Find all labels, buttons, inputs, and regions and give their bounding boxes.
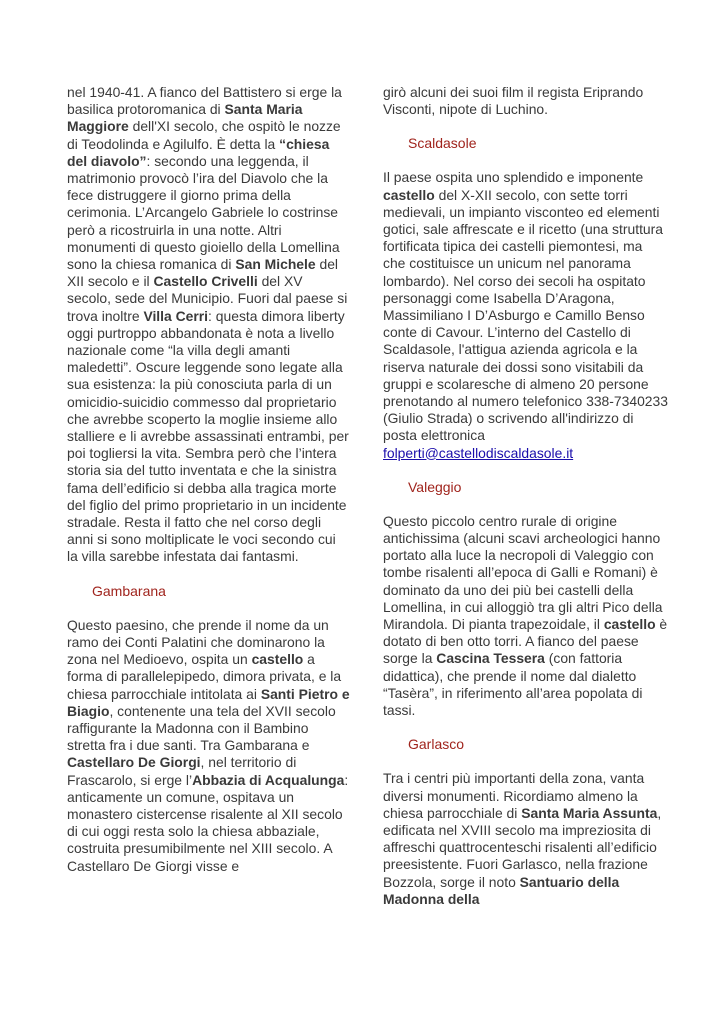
text-run: : questa dimora liberty oggi purtroppo abbandonata è nota a livello nazionale come “la villa degli amanti maledetti”. Oscure leggende sono legate alla sua esistenza: la più conosciuta parla di un omicidio-suicidio commesso dal proprietario che avrebbe scoperto la moglie insieme allo stalliere e li avrebbe assassinati entrambi, per poi togliersi la vita. Sembra però che l’intera storia sia del tutto inventata e che la sinistra fama dell’edificio si debba alla tragica morte del figlio del primo proprietario in un incidente stradale. Resta il fatto che nel corso degli anni si sono moltiplicate le voci secondo cui la villa sarebbe infestata dai fantasmi. bbox=[67, 307, 349, 565]
text-run: (con fattoria didattica), che prende il nome dal dialetto “Tasèra”, in riferimento all’area popolata di tassi. bbox=[383, 650, 643, 719]
paragraph-gambarana bbox=[67, 617, 350, 875]
text-run: a forma di parallelepipedo, dimora privata, e la chiesa parrocchiale intitolata ai bbox=[67, 651, 342, 702]
bold-term: Santa Maria Assunta bbox=[521, 804, 658, 821]
text-run: Questo piccolo centro rurale di origine antichissima (alcuni scavi archeologici hanno portato alla luce la necropoli di Valeggio con tombe risalenti all’epoca di Galli e Romani) è dominato da uno dei più bei castelli della Lomellina, in cui alloggiò tra gli altri Pico della Mirandola. Di pianta trapezoidale, il bbox=[383, 512, 663, 633]
text-run: del XV secolo, sede del Municipio. Fuori dal paese si trova inoltre bbox=[67, 273, 348, 324]
text-run: : secondo una leggenda, il matrimonio provocò l’ira del Diavolo che la fece distruggere il giorno prima della cerimonia. L’Arcangelo Gabriele lo costrinse però a ricostruirla in una notte. Altri monumenti di questo gioiello della Lomellina sono la chiesa romanica di bbox=[67, 152, 340, 273]
text-run: girò alcuni dei suoi film il regista Eriprando Visconti, nipote di Luchino. bbox=[383, 84, 644, 118]
bold-term: Villa Cerri bbox=[143, 307, 209, 324]
bold-term: Santa Maria Maggiore bbox=[67, 101, 303, 135]
bold-term: “chiesa del diavolo” bbox=[67, 135, 330, 169]
bold-term: San Michele bbox=[235, 256, 316, 273]
text-run: nel 1940-41. A fianco del Battistero si erge la basilica protoromanica di bbox=[67, 84, 342, 118]
heading-scaldasole: Scaldasole bbox=[408, 135, 477, 152]
text-run: Questo paesino, che prende il nome da un ramo dei Conti Palatini che dominarono la zona nel Medioevo, ospita un bbox=[67, 616, 329, 668]
text-run: del XII secolo e il bbox=[67, 256, 339, 290]
left-column bbox=[67, 84, 350, 875]
bold-term: Abbazia di Acqualunga bbox=[192, 771, 345, 788]
heading-gambarana: Gambarana bbox=[92, 582, 166, 599]
bold-term: castello bbox=[383, 186, 435, 203]
bold-term: castello bbox=[251, 651, 304, 668]
text-run: è dotato di ben otto torri. A fianco del paese sorge la bbox=[383, 616, 668, 667]
paragraph-visconti bbox=[383, 84, 668, 118]
text-run: : anticamente un comune, ospitava un monastero cistercense risalente al XII secolo di cui oggi resta solo la chiesa abbaziale, costruita presumibilmente nel XIII secolo. A Castellaro De Giorgi visse e bbox=[67, 771, 349, 874]
text-run: del X-XII secolo, con sette torri medievali, un impianto visconteo ed elementi gotici, sale affrescate e il ricetto (una struttura fortificata tipica dei castelli piemontesi, ma che costituisce un unicum nel panorama lombardo). Nel corso dei secoli ha ospitato personaggi come Isabella D’Aragona, Massimiliano I D’Asburgo e Camillo Benso conte di Cavour. L’interno del Castello di Scaldasole, l'attigua azienda agricola e la riserva naturale dei dossi sono visitabili da gruppi e scolaresche di almeno 20 persone prenotando al numero telefonico 338-7340233 (Giulio Strada) o scrivendo all'indirizzo di posta elettronica bbox=[383, 186, 668, 444]
email-link[interactable]: folperti@castellodiscaldasole.it bbox=[383, 444, 574, 461]
heading-valeggio: Valeggio bbox=[408, 478, 462, 495]
paragraph-villa-cerri bbox=[67, 84, 350, 566]
text-run: , edificata nel XVIII secolo ma impreziosita di affreschi quattrocenteschi risalenti all’edificio preesistente. Fuori Garlasco, nella frazione Bozzola, sorge il noto bbox=[383, 804, 662, 890]
text-run: , contenente una tela del XVII secolo raffigurante la Madonna con il Bambino stretta fra i due santi. Tra Gambarana e bbox=[67, 702, 336, 754]
paragraph-valeggio bbox=[383, 513, 668, 719]
bold-term: castello bbox=[603, 616, 656, 633]
scaldasole-text bbox=[383, 169, 668, 443]
bold-term: Castellaro De Giorgi bbox=[67, 754, 201, 771]
bold-term: Cascina Tessera bbox=[436, 650, 545, 667]
bold-term: Santuario della Madonna della bbox=[383, 873, 620, 907]
paragraph-garlasco bbox=[383, 770, 668, 908]
text-run: , nel territorio di Frascarolo, si erge l’ bbox=[67, 754, 297, 788]
text-run: dell'XI secolo, che ospitò le nozze di Teodolinda e Agilulfo. È detta la bbox=[67, 118, 341, 152]
bold-term: Santi Pietro e Biagio bbox=[67, 685, 350, 719]
right-column bbox=[383, 84, 668, 908]
bold-term: Castello Crivelli bbox=[153, 273, 258, 290]
paragraph-scaldasole bbox=[383, 169, 668, 461]
text-run: Tra i centri più importanti della zona, vanta diversi monumenti. Ricordiamo almeno la chiesa parrocchiale di bbox=[383, 770, 645, 821]
text-run: Il paese ospita uno splendido e imponente bbox=[383, 169, 644, 186]
heading-garlasco: Garlasco bbox=[408, 736, 465, 753]
